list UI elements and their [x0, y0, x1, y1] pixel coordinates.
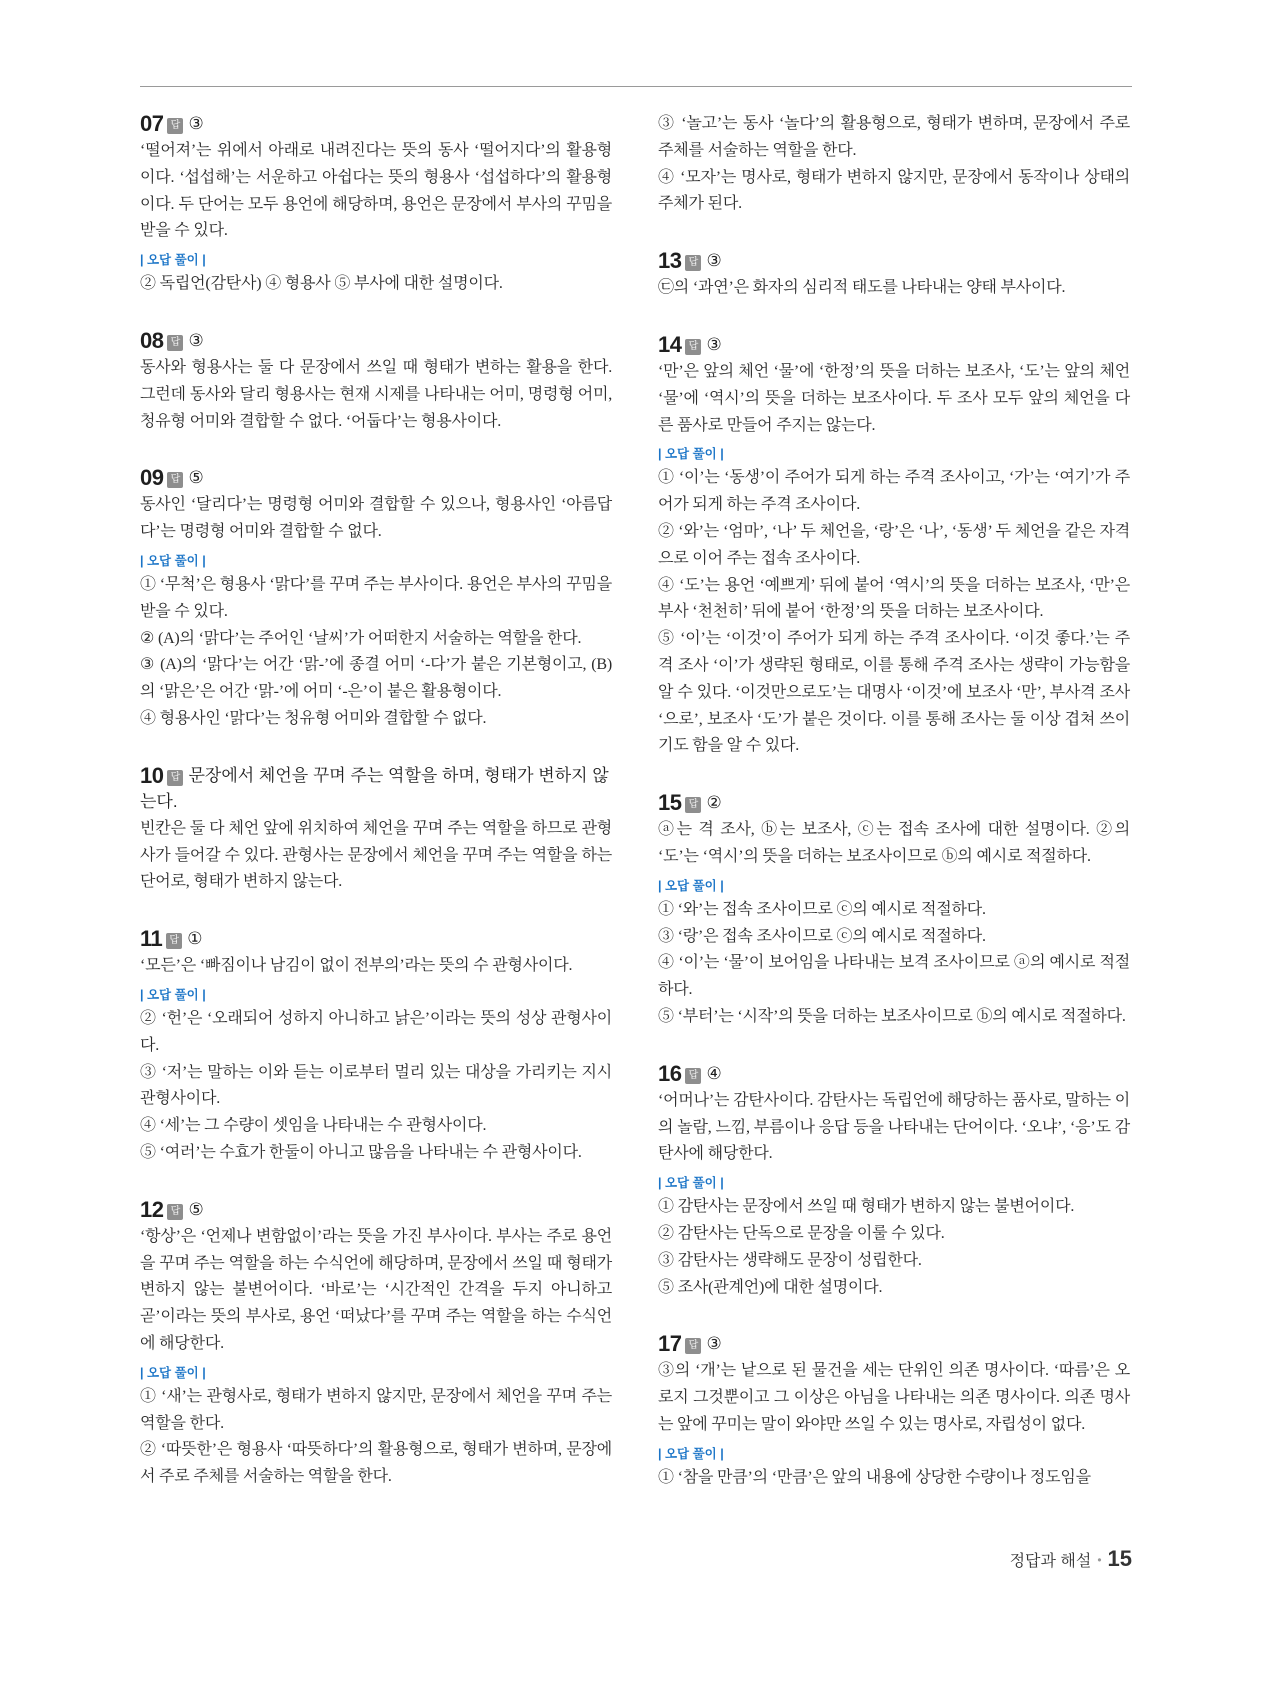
wrong-answer-label: | 오답 풀이 |: [140, 987, 206, 1002]
explanation: ③의 ‘개’는 낱으로 된 물건을 세는 단위인 의존 명사이다. ‘따름’은 오로지 그것뿐이고 그 이상은 아님을 나타내는 의존 명사이다. 의존 명사는 앞에 꾸미는 말이 와야만 쓰일 수 있는 명사로, 자립성이 없다.: [658, 1362, 1130, 1433]
wrong-answer-item: ④ ‘이’는 ‘물’이 보어임을 나타내는 보격 조사이므로 ⓐ의 예시로 적절하다.: [658, 954, 1130, 999]
question-number: 14: [658, 331, 682, 357]
answer-value: 문장에서 체언을 꾸며 주는 역할을 하며, 형태가 변하지 않는다.: [140, 765, 609, 811]
question-07: [140, 111, 612, 298]
wrong-answer-item: ③ ‘저’는 말하는 이와 듣는 이로부터 멀리 있는 대상을 가리키는 지시 관형사이다.: [140, 1063, 612, 1108]
wrong-answer-label: | 오답 풀이 |: [658, 878, 724, 893]
question-header: [140, 763, 612, 815]
question-number: 10: [140, 762, 164, 788]
wrong-answer-item: ② ‘와’는 ‘엄마’, ‘나’ 두 체언을, ‘랑’은 ‘나’, ‘동생’ 두 체언을 같은 자격으로 이어 주는 접속 조사이다.: [658, 522, 1130, 567]
answer-badge: 답: [685, 1068, 701, 1084]
footer-separator: •: [1097, 1553, 1102, 1567]
header-rule: [140, 86, 1132, 87]
question-17: [658, 1331, 1130, 1491]
right-column: [658, 111, 1130, 1521]
wrong-answer-item: ② (A)의 ‘맑다’는 주어인 ‘날씨’가 어떠한지 서술하는 역할을 한다.: [140, 629, 582, 647]
wrong-answer-item: ⑤ ‘이’는 ‘이것’이 주어가 되게 하는 주격 조사이다. ‘이것 좋다.’는 주격 조사 ‘이’가 생략된 형태로, 이를 통해 주격 조사는 생략이 가능함을 알 수 있다. ‘이것만으로도’는 대명사 ‘이것’에 보조사 ‘만’, 부사격 조사 ‘으로’, 보조사 ‘도’가 붙은 것이다. 이를 통해 조사는 둘 이상 겹쳐 쓰이기도 함을 알 수 있다.: [658, 630, 1130, 755]
wrong-answer-item: ① 감탄사는 문장에서 쓰일 때 형태가 변하지 않는 불변어이다.: [658, 1198, 1075, 1216]
question-number: 17: [658, 1331, 682, 1357]
answer-value: ⑤: [188, 1199, 204, 1219]
answer-badge: 답: [685, 797, 701, 813]
explanation: 동사와 형용사는 둘 다 문장에서 쓰일 때 형태가 변하는 활용을 한다. 그런데 동사와 달리 형용사는 현재 시제를 나타내는 어미, 명령형 어미, 청유형 어미와 결합할 수 없다. ‘어둡다’는 형용사이다.: [140, 358, 612, 430]
answer-value: ③: [706, 1334, 722, 1354]
answer-badge: 답: [685, 1338, 701, 1354]
question-12-continued: [658, 111, 1130, 218]
footer-title: 정답과 해설: [1009, 1553, 1092, 1570]
wrong-answer-item: ① ‘참을 만큼’의 ‘만큼’은 앞의 내용에 상당한 수량이나 정도임을: [658, 1468, 1091, 1486]
answer-value: ⑤: [188, 468, 204, 488]
question-header: [658, 1331, 1130, 1357]
wrong-answer-item: ① ‘새’는 관형사로, 형태가 변하지 않지만, 문장에서 체언을 꾸며 주는 역할을 한다.: [140, 1387, 612, 1432]
wrong-answer-item: ③ ‘랑’은 접속 조사이므로 ⓒ의 예시로 적절하다.: [658, 927, 986, 945]
question-15: [658, 790, 1130, 1031]
wrong-answer-label: | 오답 풀이 |: [140, 1365, 206, 1380]
explanation: ‘만’은 앞의 체언 ‘물’에 ‘한정’의 뜻을 더하는 보조사, ‘도’는 앞의 체언 ‘물’에 ‘역시’의 뜻을 더하는 보조사이다. 두 조사 모두 앞의 체언을 다른 품사로 만들어 주지는 않는다.: [658, 362, 1130, 434]
answer-badge: 답: [685, 255, 701, 271]
question-number: 16: [658, 1060, 682, 1086]
question-number: 12: [140, 1196, 164, 1222]
answer-badge: 답: [685, 339, 701, 355]
question-number: 15: [658, 790, 682, 816]
question-16: [658, 1061, 1130, 1302]
question-header: [658, 790, 1130, 816]
explanation: ‘모든’은 ‘빠짐이나 남김이 없이 전부의’라는 뜻의 수 관형사이다.: [140, 957, 573, 975]
question-header: [658, 1061, 1130, 1087]
answer-value: ④: [706, 1063, 722, 1083]
explanation: 동사인 ‘달리다’는 명령형 어미와 결합할 수 있으나, 형용사인 ‘아름답다’는 명령형 어미와 결합할 수 없다.: [140, 496, 612, 541]
wrong-answer-label: | 오답 풀이 |: [658, 447, 724, 462]
question-09: [140, 465, 612, 732]
question-number: 08: [140, 327, 164, 353]
question-header: [140, 926, 612, 952]
answer-value: ③: [706, 251, 722, 271]
answer-badge: 답: [167, 770, 183, 786]
answer-badge: 답: [166, 933, 182, 949]
wrong-answer-label: | 오답 풀이 |: [140, 253, 206, 268]
question-number: 11: [140, 926, 163, 952]
answer-value: ③: [188, 330, 204, 350]
wrong-answer-label: | 오답 풀이 |: [658, 1446, 724, 1461]
explanation: ‘항상’은 ‘언제나 변함없이’라는 뜻을 가진 부사이다. 부사는 주로 용언을 꾸며 주는 역할을 하는 수식언에 해당하며, 문장에서 쓰일 때 형태가 변하지 않는 불변어이다. ‘바로’는 ‘시간적인 간격을 두지 아니하고 곧’이라는 뜻의 부사로, 용언 ‘떠났다’를 꾸며 주는 역할을 하는 수식언에 해당한다.: [140, 1227, 612, 1352]
question-number: 09: [140, 465, 164, 491]
wrong-answer-item: ③ 감탄사는 생략해도 문장이 성립한다.: [658, 1251, 922, 1269]
answer-value: ③: [706, 334, 722, 354]
wrong-answer-item: ① ‘이’는 ‘동생’이 주어가 되게 하는 주격 조사이고, ‘가’는 ‘여기’가 주어가 되게 하는 주격 조사이다.: [658, 469, 1130, 514]
answer-value: ③: [188, 114, 204, 133]
question-14: [658, 332, 1130, 760]
question-number: 13: [658, 248, 682, 274]
question-08: [140, 328, 612, 435]
answer-value: ②: [706, 793, 722, 813]
wrong-answer-item: ⑤ ‘부터’는 ‘시작’의 뜻을 더하는 보조사이므로 ⓑ의 예시로 적절하다.: [658, 1007, 1126, 1025]
explanation: ‘어머나’는 감탄사이다. 감탄사는 독립언에 해당하는 품사로, 말하는 이의 놀람, 느낌, 부름이나 응답 등을 나타내는 단어이다. ‘오냐’, ‘응’도 감탄사에 해당한다.: [658, 1091, 1131, 1163]
wrong-answer-item: ⑤ ‘여러’는 수효가 한둘이 아니고 많음을 나타내는 수 관형사이다.: [140, 1143, 582, 1161]
wrong-answer-item: ③ (A)의 ‘맑다’는 어간 ‘맑-’에 종결 어미 ‘-다’가 붙은 기본형이고, (B)의 ‘맑은’은 어간 ‘맑-’에 어미 ‘-은’이 붙은 활용형이다.: [140, 656, 612, 701]
question-10: [140, 763, 612, 896]
explanation: ㉢의 ‘과연’은 화자의 심리적 태도를 나타내는 양태 부사이다.: [658, 279, 1066, 297]
explanation: ⓐ는 격 조사, ⓑ는 보조사, ⓒ는 접속 조사에 대한 설명이다. ②의 ‘도’는 ‘역시’의 뜻을 더하는 보조사이므로 ⓑ의 예시로 적절하다.: [658, 821, 1130, 865]
answer-badge: 답: [167, 335, 183, 351]
wrong-answer-item: ② 독립언(감탄사) ④ 형용사 ⑤ 부사에 대한 설명이다.: [140, 275, 503, 293]
question-header: [658, 248, 1130, 274]
wrong-answer-item: ② ‘헌’은 ‘오래되어 성하지 아니하고 낡은’이라는 뜻의 성상 관형사이다.: [140, 1009, 612, 1054]
question-header: [140, 111, 612, 137]
wrong-answer-label: | 오답 풀이 |: [658, 1176, 724, 1191]
answer-badge: 답: [167, 1204, 183, 1220]
answer-badge: 답: [167, 472, 183, 488]
wrong-answer-item: ① ‘와’는 접속 조사이므로 ⓒ의 예시로 적절하다.: [658, 900, 986, 918]
explanation: ‘떨어져’는 위에서 아래로 내려진다는 뜻의 동사 ‘떨어지다’의 활용형이다. ‘섭섭해’는 서운하고 아쉽다는 뜻의 형용사 ‘섭섭하다’의 활용형이다. 두 단어는 모두 용언에 해당하며, 용언은 문장에서 부사의 꾸밈을 받을 수 있다.: [140, 142, 612, 240]
wrong-answer-item: ④ ‘세’는 그 수량이 셋임을 나타내는 수 관형사이다.: [140, 1117, 487, 1135]
question-12: [140, 1197, 612, 1491]
answer-badge: 답: [167, 118, 183, 134]
wrong-answer-item: ④ ‘도’는 용언 ‘예쁘게’ 뒤에 붙어 ‘역시’의 뜻을 더하는 보조사, ‘만’은 부사 ‘천천히’ 뒤에 붙어 ‘한정’의 뜻을 더하는 보조사이다.: [658, 576, 1130, 621]
left-column: [140, 111, 612, 1521]
question-header: [140, 1197, 612, 1223]
wrong-answer-item: ① ‘무척’은 형용사 ‘맑다’를 꾸며 주는 부사이다. 용언은 부사의 꾸밈을 받을 수 있다.: [140, 575, 612, 620]
explanation: 빈칸은 둘 다 체언 앞에 위치하여 체언을 꾸며 주는 역할을 하므로 관형사가 들어갈 수 있다. 관형사는 문장에서 체언을 꾸며 주는 역할을 하는 단어로, 형태가 변하지 않는다.: [140, 819, 612, 891]
wrong-answer-item: ④ 형용사인 ‘맑다’는 청유형 어미와 결합할 수 없다.: [140, 709, 487, 727]
question-header: [140, 328, 612, 354]
question-number: 07: [140, 111, 164, 136]
page-footer: [1010, 1546, 1132, 1572]
wrong-answer-item: ④ ‘모자’는 명사로, 형태가 변하지 않지만, 문장에서 동작이나 상태의 주체가 된다.: [658, 168, 1130, 213]
answer-value: ①: [187, 929, 203, 949]
wrong-answer-item: ② 감탄사는 단독으로 문장을 이룰 수 있다.: [658, 1224, 945, 1242]
wrong-answer-item: ② ‘따뜻한’은 형용사 ‘따뜻하다’의 활용형으로, 형태가 변하며, 문장에서 주로 주체를 서술하는 역할을 한다.: [140, 1441, 612, 1486]
page-number: 15: [1107, 1546, 1132, 1571]
question-11: [140, 926, 612, 1167]
question-header: [658, 332, 1130, 358]
wrong-answer-item: ③ ‘놀고’는 동사 ‘놀다’의 활용형으로, 형태가 변하며, 문장에서 주로 주체를 서술하는 역할을 한다.: [658, 115, 1130, 159]
wrong-answer-label: | 오답 풀이 |: [140, 553, 206, 568]
question-13: [658, 248, 1130, 302]
wrong-answer-item: ⑤ 조사(관계언)에 대한 설명이다.: [658, 1278, 883, 1296]
question-header: [140, 465, 612, 491]
